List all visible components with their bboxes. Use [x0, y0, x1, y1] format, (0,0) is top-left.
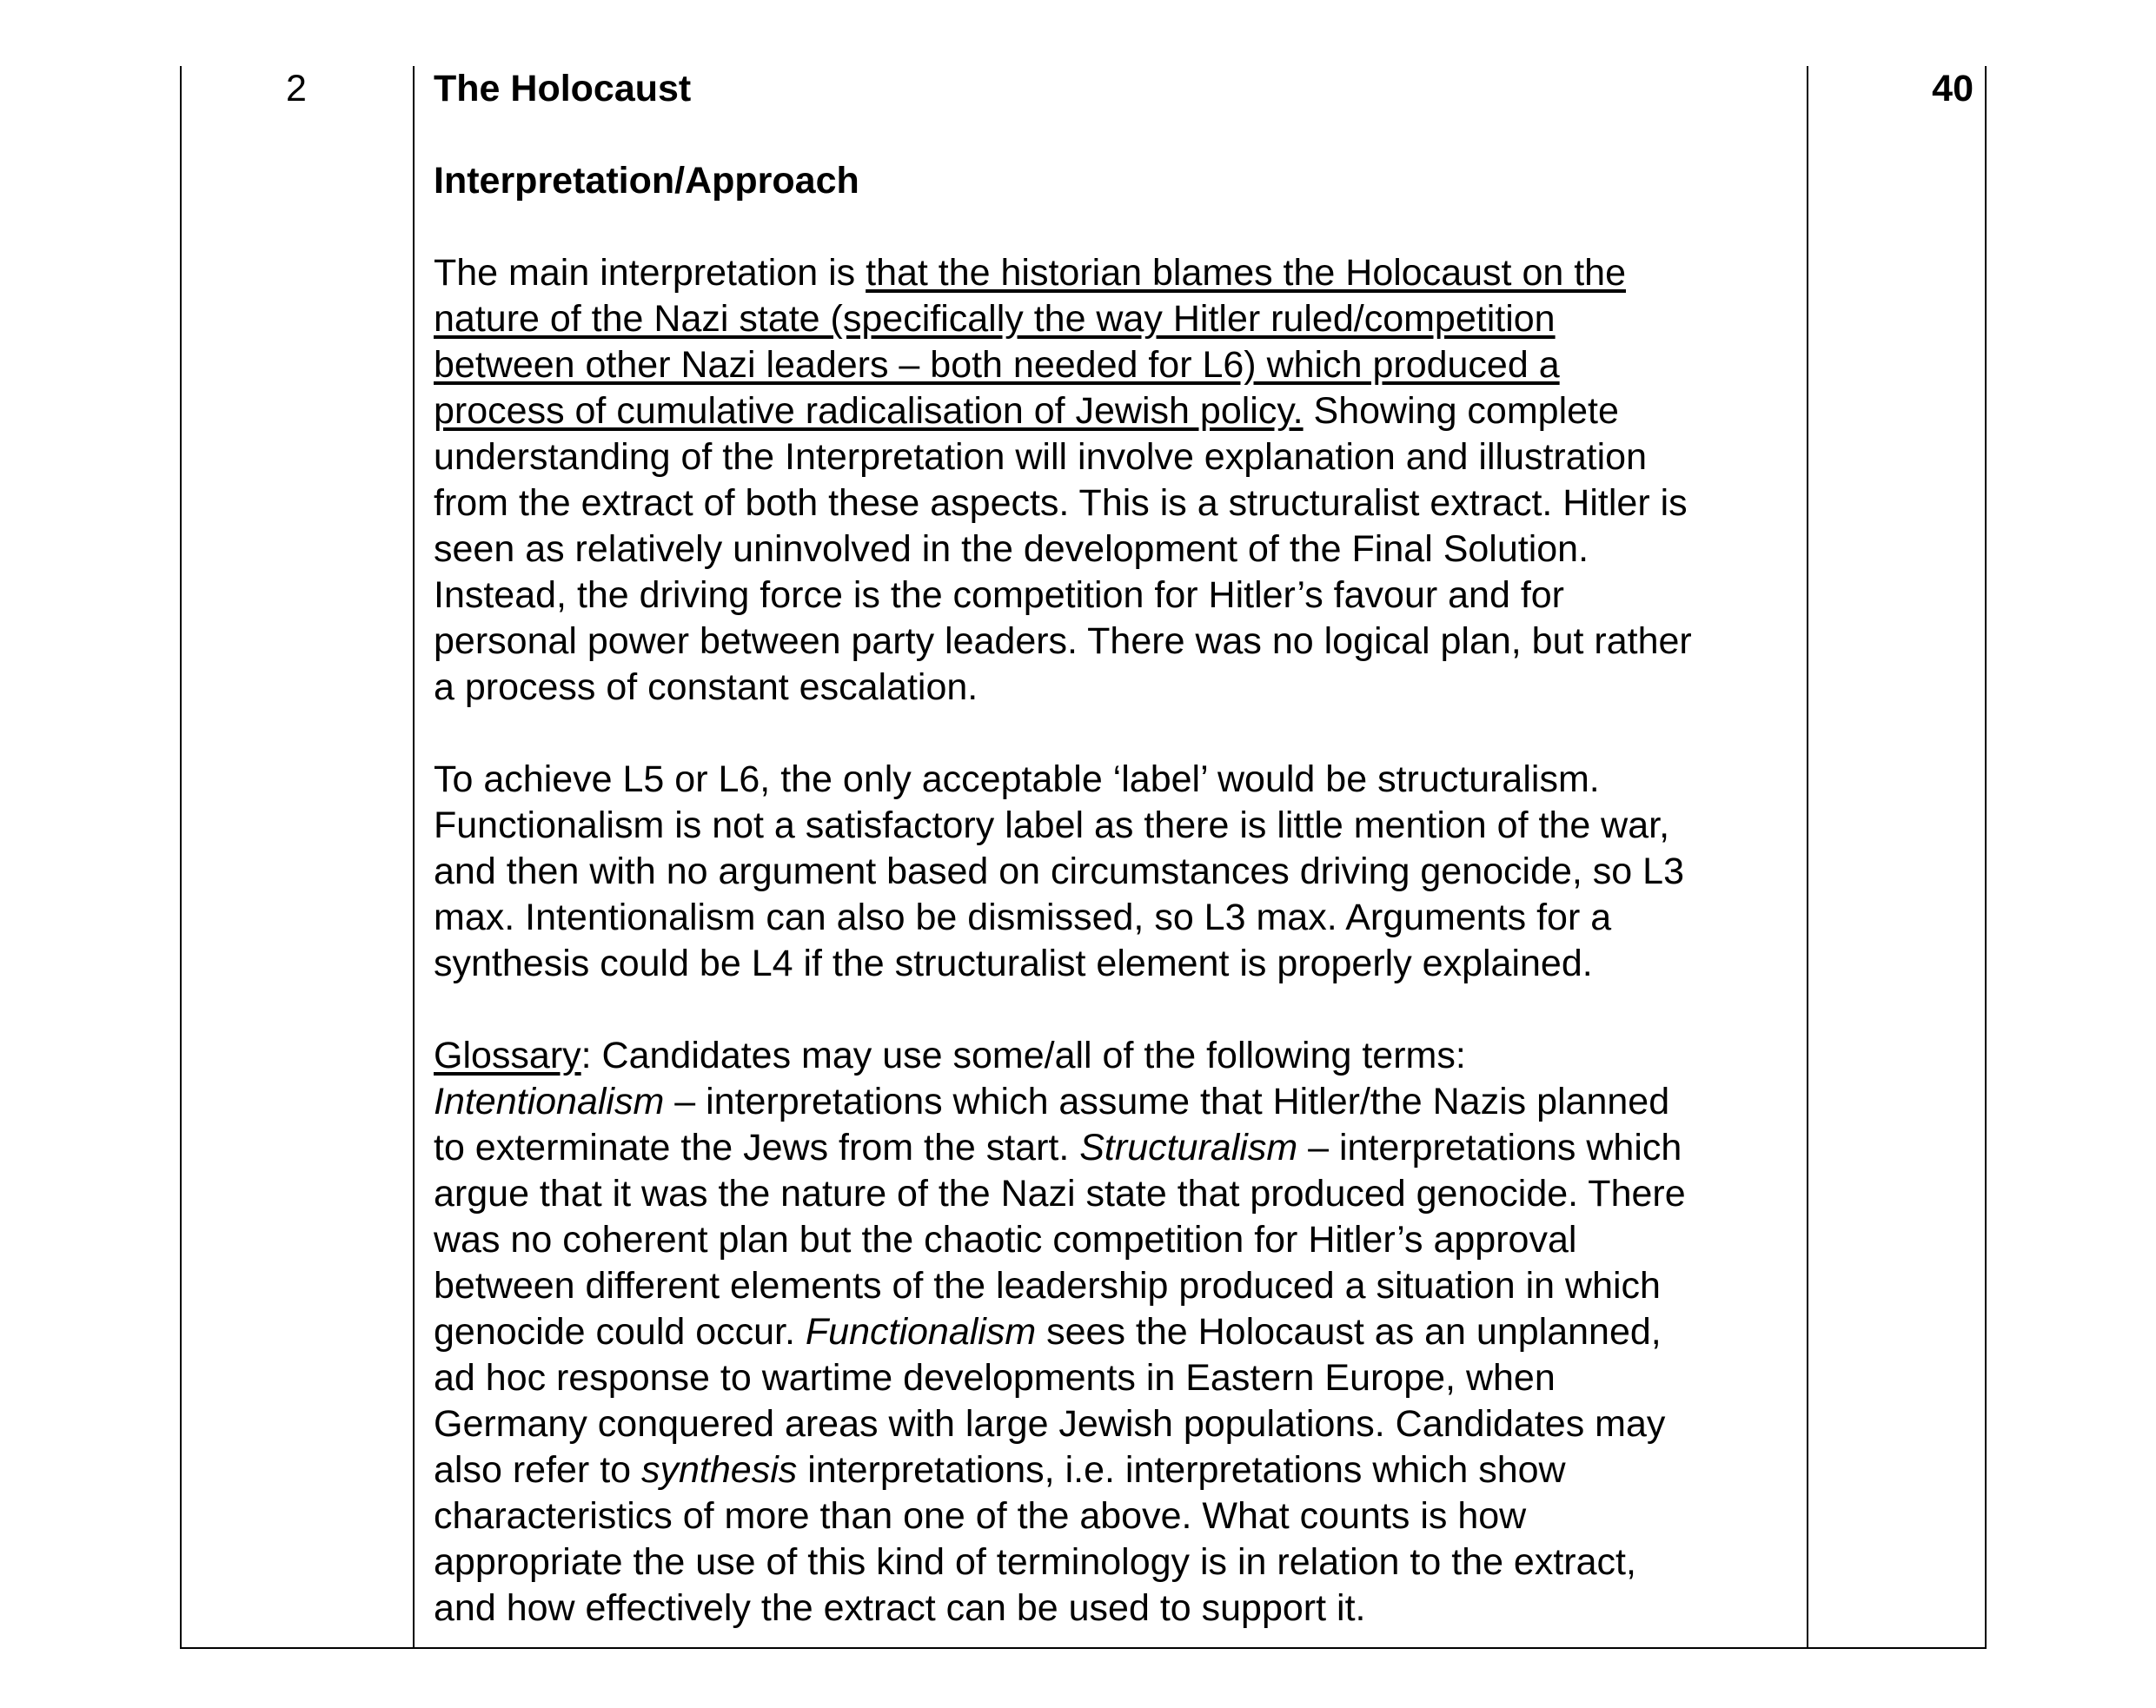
question-marks: 40 — [1932, 68, 1974, 109]
labels-paragraph: To achieve L5 or L6, the only acceptable ‘label’ would be structuralism. Functionalism is not a satisfactory label as there is little mention of the war, and then with no argument based on circumstances driving genocide, so L3 max. Intentionalism can also be dismissed, so L3 max. Arguments for a synthesis could be L4 if the structuralist element is properly explained. — [434, 758, 1684, 984]
column-divider-right — [1807, 66, 1808, 1647]
interpretation-key-statement: that the historian blames the Holocaust on the nature of the Nazi state (specifically the way Hitler ruled/competition between other Nazi leaders – both needed for L6) which produced a process of cumulative radicalisation of Jewish policy. — [434, 252, 1626, 432]
term-synthesis: synthesis — [641, 1449, 798, 1491]
interpretation-heading: Interpretation/Approach — [434, 160, 859, 202]
glossary-text-2: – interpretations which assume that Hitler/the Nazis planned to exterminate the Jews from the start. — [434, 1081, 1670, 1168]
term-functionalism: Functionalism — [805, 1311, 1037, 1353]
glossary-text-3: – interpretations which argue that it was the nature of the Nazi state that produced genocide. There was no coherent plan but the chaotic competition for Hitler’s approval between different elements of the leadership produced a situation in which genocide could occur. — [434, 1127, 1686, 1353]
question-number: 2 — [286, 68, 307, 109]
glossary-paragraph — [434, 1033, 1798, 1632]
glossary-text-1: : Candidates may use some/all of the following terms: — [580, 1035, 1466, 1076]
interpretation-intro: The main interpretation is — [434, 252, 866, 294]
guidance-content — [434, 66, 1798, 1632]
interpretation-paragraph — [434, 250, 1798, 711]
term-structuralism: Structuralism — [1079, 1127, 1298, 1168]
interpretation-explanation: Showing complete understanding of the Interpretation will involve explanation and illustration from the extract of both these aspects. This is a structuralist extract. Hitler is seen as relatively uninvolved in the development of the Final Solution. Instead, the driving force is the competition for Hitler’s favour and for personal power between party leaders. There was no logical plan, but rather a process of constant escalation. — [434, 390, 1692, 708]
glossary-text-5: interpretations, i.e. interpretations which show characteristics of more than one of the above. What counts is how appropriate the use of this kind of terminology is in relation to the extract, and how effectively the extract can be used to support it. — [434, 1449, 1636, 1629]
glossary-label: Glossary — [434, 1035, 581, 1076]
mark-scheme-table — [180, 66, 1987, 1649]
column-divider-left — [413, 66, 415, 1647]
term-intentionalism: Intentionalism — [434, 1081, 665, 1122]
glossary-text-4: sees the Holocaust as an unplanned, ad hoc response to wartime developments in Eastern Europe, when Germany conquered areas with large Jewish populations. Candidates may also refer to — [434, 1311, 1666, 1491]
question-title: The Holocaust — [434, 68, 692, 109]
